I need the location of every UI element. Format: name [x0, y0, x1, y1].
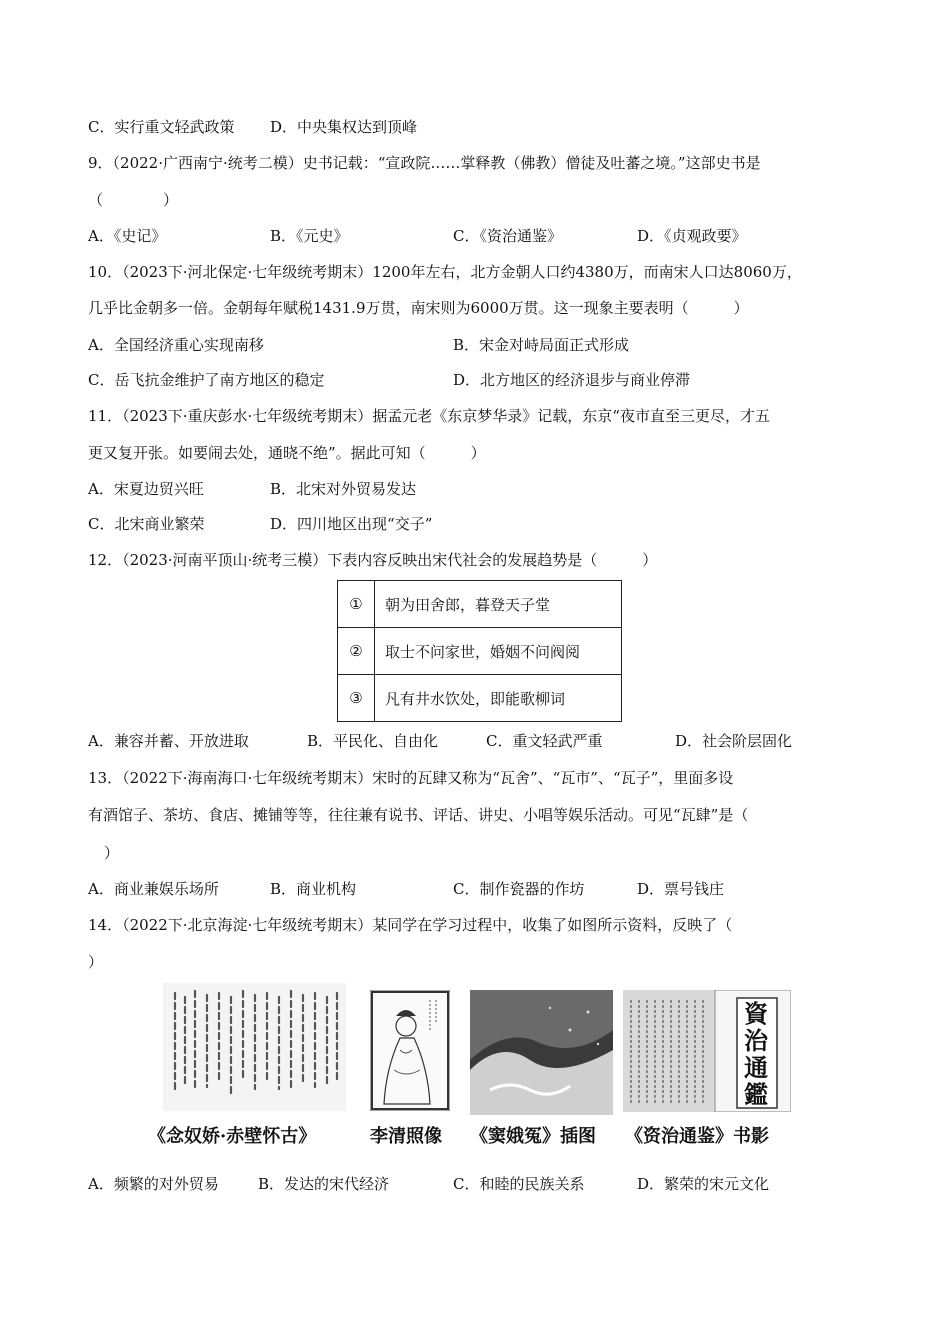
- row-number: ①: [338, 581, 375, 628]
- row-text: 朝为田舍郎，暮登天子堂: [375, 581, 622, 628]
- q11-option-b: B．北宋对外贸易发达: [270, 480, 417, 498]
- q14-stem-line2: ）: [88, 953, 104, 971]
- option-d: D．中央集权达到顶峰: [270, 118, 418, 136]
- caption-illustration: 《窦娥冤》插图: [470, 1126, 596, 1147]
- q13-option-a: A．商业兼娱乐场所: [88, 880, 219, 898]
- q9-option-c: C．《资治通鉴》: [453, 227, 562, 245]
- row-number: ②: [338, 628, 375, 675]
- q13-option-c: C．制作瓷器的作坊: [453, 880, 585, 898]
- q12-stem: 12．（2023·河南平顶山·统考三模）下表内容反映出宋代社会的发展趋势是（ ）: [88, 551, 658, 569]
- calligraphy-image: [163, 983, 346, 1111]
- q12-option-b: B．平民化、自由化: [307, 732, 439, 750]
- q13-option-d: D．票号钱庄: [637, 880, 725, 898]
- q12-option-c: C．重文轻武严重: [486, 732, 603, 750]
- q13-stem-line2: 有酒馆子、茶坊、食店、摊铺等等，往往兼有说书、评话、讲史、小唱等娱乐活动。可见“瓦肆”是（: [88, 806, 749, 824]
- q9-stem-line2: （ ）: [88, 191, 179, 209]
- q11-option-d: D．四川地区出现“交子”: [270, 515, 433, 533]
- q13-stem-line3: ）: [104, 844, 120, 862]
- q10-option-c: C．岳飞抗金维护了南方地区的稳定: [88, 371, 325, 389]
- q14-option-d: D．繁荣的宋元文化: [637, 1175, 770, 1193]
- q10-stem-line2: 几乎比金朝多一倍。金朝每年赋税1431.9万贯，南宋则为6000万贯。这一现象主要表明（ ）: [88, 299, 749, 317]
- q9-option-b: B．《元史》: [270, 227, 349, 245]
- row-text: 凡有井水饮处，即能歌柳词: [375, 675, 622, 722]
- q12-option-d: D．社会阶层固化: [675, 732, 793, 750]
- illustration-image: [470, 990, 613, 1115]
- q9-option-a: A．《史记》: [88, 227, 167, 245]
- q11-option-c: C．北宋商业繁荣: [88, 515, 205, 533]
- q11-stem-line2: 更又复开张。如要闹去处，通晓不绝”。据此可知（ ）: [88, 444, 486, 462]
- portrait-image: [370, 990, 450, 1111]
- caption-calligraphy: 《念奴娇·赤壁怀古》: [148, 1126, 317, 1147]
- q9-option-d: D．《贞观政要》: [637, 227, 747, 245]
- q11-stem-line1: 11．（2023下·重庆彭水·七年级统考期末）据孟元老《东京梦华录》记载，东京“夜市直至三更尽，才五: [88, 407, 770, 425]
- row-text: 取士不问家世，婚姻不问阀阅: [375, 628, 622, 675]
- q14-stem-line1: 14．（2022下·北京海淀·七年级统考期末）某同学在学习过程中，收集了如图所示资料，反映了（: [88, 916, 733, 934]
- caption-book: 《资治通鉴》书影: [625, 1126, 769, 1147]
- table-row: [338, 675, 622, 722]
- q11-option-a: A．宋夏边贸兴旺: [88, 480, 204, 498]
- row-number: ③: [338, 675, 375, 722]
- table-row: [338, 628, 622, 675]
- q10-stem-line1: 10．（2023下·河北保定·七年级统考期末）1200年左右，北方金朝人口约4380万，而南宋人口达8060万，: [88, 263, 802, 281]
- q12-table: [337, 580, 622, 722]
- q14-option-a: A．频繁的对外贸易: [88, 1175, 219, 1193]
- book-title-text: 資治通鑑: [744, 999, 768, 1109]
- q10-option-b: B．宋金对峙局面正式形成: [453, 336, 630, 354]
- q13-stem-line1: 13．（2022下·海南海口·七年级统考期末）宋时的瓦肆又称为“瓦舍”、“瓦市”、“瓦子”，里面多设: [88, 769, 734, 787]
- q12-option-a: A．兼容并蓄、开放进取: [88, 732, 249, 750]
- option-c: C．实行重文轻武政策: [88, 118, 235, 136]
- q14-option-b: B．发达的宋代经济: [258, 1175, 390, 1193]
- q9-stem-line1: 9．（2022·广西南宁·统考二模）史书记载：“宣政院……掌释教（佛教）僧徒及吐蕃之境。”这部史书是: [88, 154, 761, 172]
- table-row: [338, 581, 622, 628]
- q10-option-a: A．全国经济重心实现南移: [88, 336, 264, 354]
- caption-portrait: 李清照像: [370, 1126, 442, 1147]
- q13-option-b: B．商业机构: [270, 880, 357, 898]
- q10-option-d: D．北方地区的经济退步与商业停滞: [453, 371, 691, 389]
- q14-option-c: C．和睦的民族关系: [453, 1175, 585, 1193]
